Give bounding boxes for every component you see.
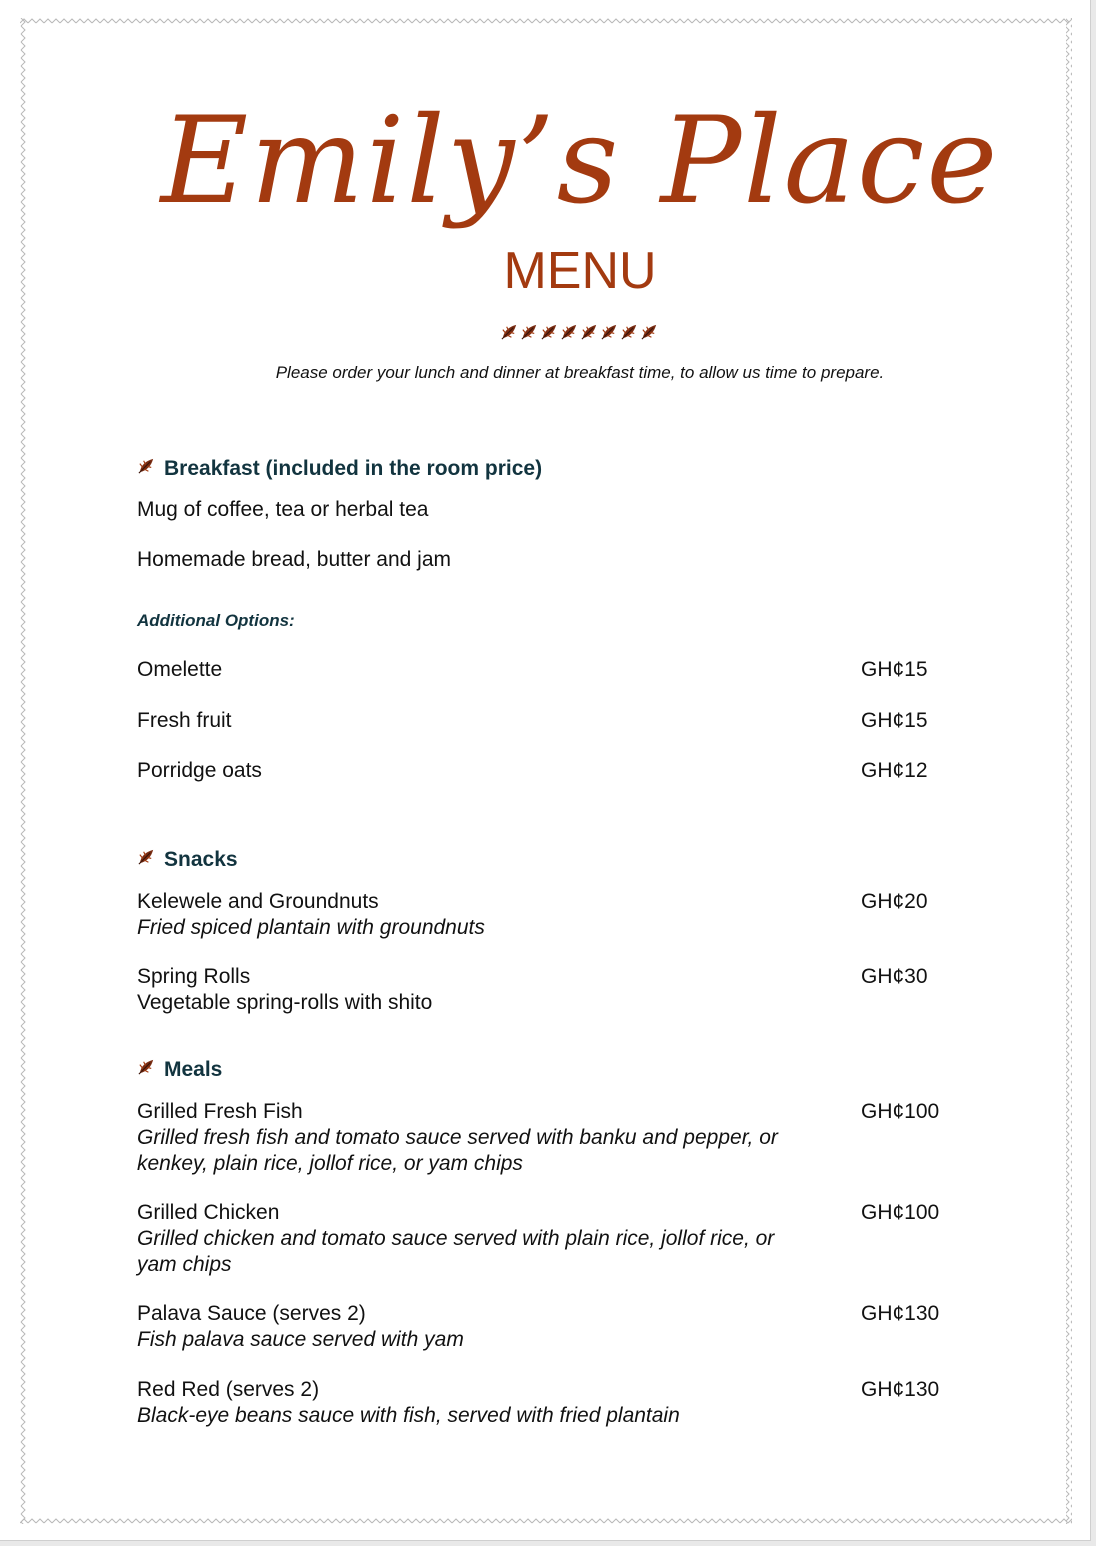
breakfast-line: Homemade bread, butter and jam bbox=[137, 548, 452, 571]
item-price: GH¢12 bbox=[861, 759, 928, 782]
item-description: Grilled chicken and tomato sauce served with plain rice, jollof rice, or yam chips bbox=[137, 1227, 775, 1276]
menu-item bbox=[137, 758, 957, 784]
breakfast-line: Mug of coffee, tea or herbal tea bbox=[137, 498, 429, 521]
item-name: Kelewele and Groundnuts bbox=[137, 890, 379, 913]
item-price: GH¢15 bbox=[861, 658, 928, 681]
menu-heading: MENU bbox=[503, 242, 657, 300]
item-description: Fish palava sauce served with yam bbox=[137, 1328, 464, 1351]
snacks-heading-label: Snacks bbox=[164, 847, 238, 871]
menu-item bbox=[137, 657, 957, 683]
item-description: Vegetable spring-rolls with shito bbox=[137, 991, 433, 1014]
menu-item bbox=[137, 889, 957, 941]
breakfast-heading bbox=[137, 456, 542, 481]
item-price: GH¢20 bbox=[861, 890, 928, 913]
leaf-ornament-icon bbox=[600, 322, 619, 344]
leaf-ornament-icon bbox=[640, 322, 659, 344]
menu-item bbox=[137, 1200, 957, 1278]
item-name: Palava Sauce (serves 2) bbox=[137, 1302, 366, 1325]
leaf-ornament-icon bbox=[137, 847, 156, 872]
ornament-row bbox=[500, 322, 659, 344]
additional-options-heading: Additional Options: bbox=[137, 611, 295, 630]
leaf-ornament-icon bbox=[137, 456, 156, 481]
item-description: Black-eye beans sauce with fish, served with fried plantain bbox=[137, 1404, 680, 1427]
leaf-ornament-icon bbox=[620, 322, 639, 344]
leaf-ornament-icon bbox=[520, 322, 539, 344]
leaf-ornament-icon bbox=[500, 322, 519, 344]
leaf-ornament-icon bbox=[560, 322, 579, 344]
item-name: Fresh fruit bbox=[137, 709, 232, 732]
menu-item bbox=[137, 964, 957, 1016]
meals-heading bbox=[137, 1057, 222, 1082]
item-price: GH¢100 bbox=[861, 1100, 940, 1123]
order-note: Please order your lunch and dinner at breakfast time, to allow us time to prepare. bbox=[275, 363, 885, 382]
leaf-ornament-icon bbox=[580, 322, 599, 344]
restaurant-title: Emily’s Place bbox=[160, 92, 1000, 231]
leaf-ornament-icon bbox=[540, 322, 559, 344]
item-name: Omelette bbox=[137, 658, 223, 681]
meals-heading-label: Meals bbox=[164, 1057, 223, 1081]
menu-item bbox=[137, 1301, 957, 1353]
item-description: Fried spiced plantain with groundnuts bbox=[137, 916, 485, 939]
item-name: Porridge oats bbox=[137, 759, 262, 782]
item-price: GH¢130 bbox=[861, 1378, 940, 1401]
item-price: GH¢130 bbox=[861, 1302, 940, 1325]
item-name: Red Red (serves 2) bbox=[137, 1378, 320, 1401]
item-price: GH¢100 bbox=[861, 1201, 940, 1224]
item-price: GH¢15 bbox=[861, 709, 928, 732]
leaf-ornament-icon bbox=[137, 1057, 156, 1082]
item-price: GH¢30 bbox=[861, 965, 928, 988]
menu-item bbox=[137, 1099, 957, 1177]
menu-item bbox=[137, 1377, 957, 1429]
snacks-heading bbox=[137, 847, 238, 872]
item-description: Grilled fresh fish and tomato sauce served with banku and pepper, or kenkey, plain rice, jollof rice, or yam chips bbox=[137, 1126, 778, 1175]
breakfast-heading-label: Breakfast (included in the room price) bbox=[164, 456, 543, 480]
item-name: Grilled Fresh Fish bbox=[137, 1100, 303, 1123]
item-name: Grilled Chicken bbox=[137, 1201, 280, 1224]
menu-item bbox=[137, 708, 957, 734]
item-name: Spring Rolls bbox=[137, 965, 251, 988]
